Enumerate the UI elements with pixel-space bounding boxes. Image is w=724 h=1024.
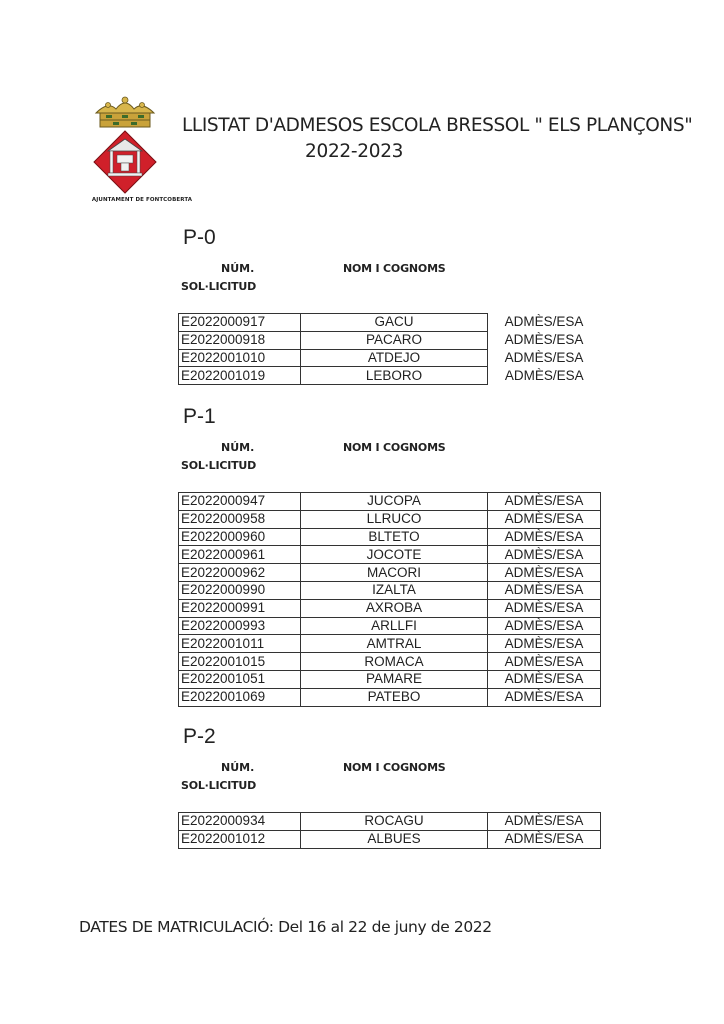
document-title: LLISTAT D'ADMESOS ESCOLA BRESSOL " ELS PLANÇONS" bbox=[182, 115, 693, 136]
admission-status: ADMÈS/ESA bbox=[488, 581, 601, 599]
applicant-name: LEBORO bbox=[301, 367, 488, 385]
applicant-name: PATEBO bbox=[301, 688, 488, 706]
enrollment-dates: DATES DE MATRICULACIÓ: Del 16 al 22 de juny de 2022 bbox=[79, 918, 492, 936]
application-id: E2022001011 bbox=[179, 635, 301, 653]
applicant-name: GACU bbox=[301, 314, 488, 332]
application-id: E2022001019 bbox=[179, 367, 301, 385]
column-header-nom: NOM I COGNOMS bbox=[343, 761, 446, 774]
admission-status: ADMÈS/ESA bbox=[488, 617, 601, 635]
admission-status: ADMÈS/ESA bbox=[504, 367, 584, 383]
table-row bbox=[179, 493, 601, 511]
table-row bbox=[179, 314, 601, 332]
table-row bbox=[179, 367, 601, 385]
application-id: E2022001015 bbox=[179, 653, 301, 671]
admission-status: ADMÈS/ESA bbox=[488, 599, 601, 617]
table-row bbox=[179, 510, 601, 528]
application-id: E2022000917 bbox=[179, 314, 301, 332]
admission-status: ADMÈS/ESA bbox=[488, 546, 601, 564]
admission-status: ADMÈS/ESA bbox=[488, 670, 601, 688]
crown-and-shield-icon bbox=[86, 95, 198, 195]
table-row bbox=[179, 599, 601, 617]
applicant-name: AMTRAL bbox=[301, 635, 488, 653]
table-row bbox=[179, 635, 601, 653]
document-subtitle-year: 2022-2023 bbox=[305, 141, 404, 162]
application-id: E2022000934 bbox=[179, 813, 301, 831]
admission-status: ADMÈS/ESA bbox=[488, 653, 601, 671]
application-id: E2022000993 bbox=[179, 617, 301, 635]
table-row bbox=[179, 813, 601, 831]
applicant-name: JOCOTE bbox=[301, 546, 488, 564]
section-title-p2: P-2 bbox=[183, 725, 216, 748]
admissions-table-p1 bbox=[178, 492, 601, 707]
application-id: E2022001069 bbox=[179, 688, 301, 706]
table-row bbox=[179, 528, 601, 546]
admission-status: ADMÈS/ESA bbox=[488, 813, 601, 831]
application-id: E2022000960 bbox=[179, 528, 301, 546]
crown-icon bbox=[96, 97, 154, 127]
applicant-name: JUCOPA bbox=[301, 493, 488, 511]
column-header-nom: NOM I COGNOMS bbox=[343, 441, 446, 454]
application-id: E2022000991 bbox=[179, 599, 301, 617]
applicant-name: ATDEJO bbox=[301, 349, 488, 367]
admissions-table-p0 bbox=[178, 313, 601, 385]
admission-status: ADMÈS/ESA bbox=[488, 688, 601, 706]
applicant-name: BLTETO bbox=[301, 528, 488, 546]
table-row bbox=[179, 617, 601, 635]
applicant-name: IZALTA bbox=[301, 581, 488, 599]
admission-status: ADMÈS/ESA bbox=[504, 314, 584, 330]
table-row bbox=[179, 670, 601, 688]
applicant-name: LLRUCO bbox=[301, 510, 488, 528]
table-row bbox=[179, 564, 601, 582]
admission-status: ADMÈS/ESA bbox=[488, 528, 601, 546]
application-id: E2022001012 bbox=[179, 830, 301, 848]
applicant-name: ROMACA bbox=[301, 653, 488, 671]
admission-status: ADMÈS/ESA bbox=[504, 332, 584, 348]
admissions-table-p2 bbox=[178, 812, 601, 849]
application-id: E2022000990 bbox=[179, 581, 301, 599]
applicant-name: AXROBA bbox=[301, 599, 488, 617]
application-id: E2022000918 bbox=[179, 331, 301, 349]
admission-status: ADMÈS/ESA bbox=[504, 349, 584, 365]
table-row bbox=[179, 830, 601, 848]
logo-caption: AJUNTAMENT DE FONTCOBERTA bbox=[91, 197, 193, 203]
application-id: E2022001051 bbox=[179, 670, 301, 688]
applicant-name: ROCAGU bbox=[301, 813, 488, 831]
column-header-sollicitud: SOL·LICITUD bbox=[181, 280, 257, 293]
column-header-sollicitud: SOL·LICITUD bbox=[181, 459, 257, 472]
table-row bbox=[179, 581, 601, 599]
section-title-p0: P-0 bbox=[183, 226, 216, 249]
application-id: E2022000958 bbox=[179, 510, 301, 528]
section-title-p1: P-1 bbox=[183, 405, 216, 428]
table-row bbox=[179, 331, 601, 349]
applicant-name: ALBUES bbox=[301, 830, 488, 848]
admission-status: ADMÈS/ESA bbox=[488, 830, 601, 848]
admission-status: ADMÈS/ESA bbox=[488, 510, 601, 528]
municipal-coat-of-arms bbox=[86, 95, 198, 210]
column-header-sollicitud: SOL·LICITUD bbox=[181, 779, 257, 792]
shield-icon bbox=[94, 131, 156, 193]
column-header-num: NÚM. bbox=[221, 441, 255, 454]
application-id: E2022000961 bbox=[179, 546, 301, 564]
column-header-num: NÚM. bbox=[221, 262, 255, 275]
admission-status: ADMÈS/ESA bbox=[488, 635, 601, 653]
column-header-nom: NOM I COGNOMS bbox=[343, 262, 446, 275]
applicant-name: PAMARE bbox=[301, 670, 488, 688]
table-row bbox=[179, 349, 601, 367]
applicant-name: PACARO bbox=[301, 331, 488, 349]
applicant-name: MACORI bbox=[301, 564, 488, 582]
admission-status: ADMÈS/ESA bbox=[488, 564, 601, 582]
admission-status: ADMÈS/ESA bbox=[488, 493, 601, 511]
application-id: E2022000947 bbox=[179, 493, 301, 511]
applicant-name: ARLLFI bbox=[301, 617, 488, 635]
application-id: E2022000962 bbox=[179, 564, 301, 582]
table-row bbox=[179, 653, 601, 671]
application-id: E2022001010 bbox=[179, 349, 301, 367]
column-header-num: NÚM. bbox=[221, 761, 255, 774]
table-row bbox=[179, 546, 601, 564]
table-row bbox=[179, 688, 601, 706]
